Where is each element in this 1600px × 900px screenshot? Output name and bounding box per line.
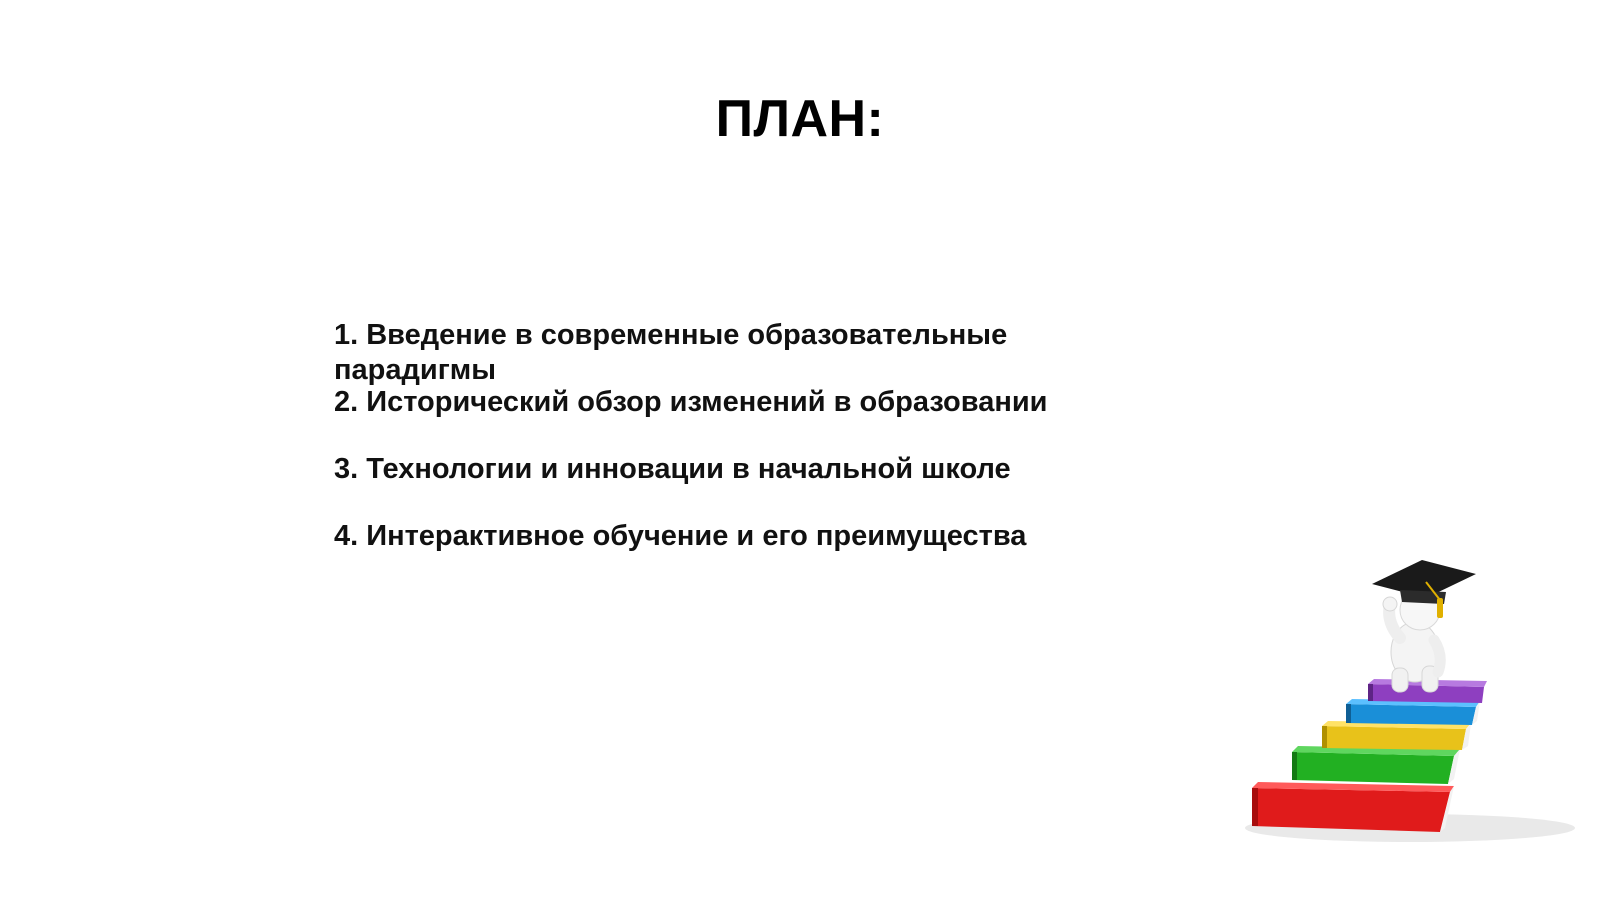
graduate-figure — [1383, 590, 1440, 692]
green-book — [1292, 746, 1460, 784]
plan-item-4: 4. Интерактивное обучение и его преимущества — [334, 520, 1027, 552]
plan-item-1: 1. Введение в современные образовательные парадигмы — [334, 319, 1008, 386]
plan-item-3: 3. Технологии и инновации в начальной школе — [334, 453, 1011, 485]
yellow-book — [1322, 721, 1471, 750]
graduate-on-books-icon — [1240, 560, 1590, 870]
slide-title: ПЛАН: — [715, 90, 885, 148]
plan-item-2: 2. Исторический обзор изменений в образовании — [334, 386, 1048, 418]
blue-book — [1346, 699, 1480, 725]
red-book — [1252, 782, 1454, 832]
